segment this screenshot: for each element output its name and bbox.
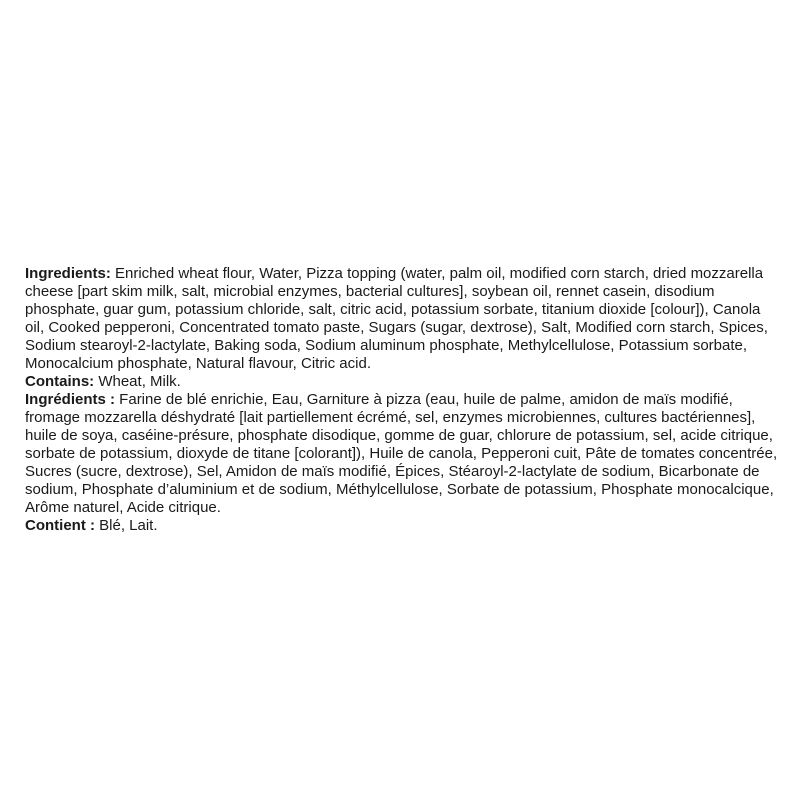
contains-french-label: Contient : xyxy=(25,517,95,534)
contains-english-list: Wheat, Milk. xyxy=(94,373,181,390)
ingredient-label-text xyxy=(25,265,780,535)
ingredients-english xyxy=(25,265,780,373)
ingredients-french-label: Ingrédients : xyxy=(25,391,116,408)
ingredients-english-label: Ingredients: xyxy=(25,265,111,282)
contains-french xyxy=(25,517,780,535)
contains-english xyxy=(25,373,780,391)
contains-french-list: Blé, Lait. xyxy=(94,517,158,534)
ingredients-french xyxy=(25,391,780,517)
ingredients-french-list: Farine de blé enrichie, Eau, Garniture à pizza (eau, huile de palme, amidon de maïs modifié, fromage mozzarella déshydraté [lait partiellement écrémé, sel, enzymes microbiennes, cultures bactériennes], huile de soya, caséine-présure, phosphate disodique, gomme de guar, chlorure de potassium, sel, acide citrique, sorbate de potassium, dioxyde de titane [colorant]), Huile de canola, Pepperoni cuit, Pâte de tomates concentrée, Sucres (sucre, dextrose), Sel, Amidon de maïs modifié, Épices, Stéaroyl-2-lactylate de sodium, Bicarbonate de sodium, Phosphate d’aluminium et de sodium, Méthylcellulose, Sorbate de potassium, Phosphate monocalcique, Arôme naturel, Acide citrique. xyxy=(25,391,778,516)
contains-english-label: Contains: xyxy=(25,373,95,390)
ingredients-english-list: Enriched wheat flour, Water, Pizza topping (water, palm oil, modified corn starch, dried mozzarella cheese [part skim milk, salt, microbial enzymes, bacterial cultures], soybean oil, rennet casein, disodium phosphate, guar gum, potassium chloride, salt, citric acid, potassium sorbate, titanium dioxide [colour]), Canola oil, Cooked pepperoni, Concentrated tomato paste, Sugars (sugar, dextrose), Salt, Modified corn starch, Spices, Sodium stearoyl-2-lactylate, Baking soda, Sodium aluminum phosphate, Methylcellulose, Potassium sorbate, Monocalcium phosphate, Natural flavour, Citric acid. xyxy=(25,265,768,372)
